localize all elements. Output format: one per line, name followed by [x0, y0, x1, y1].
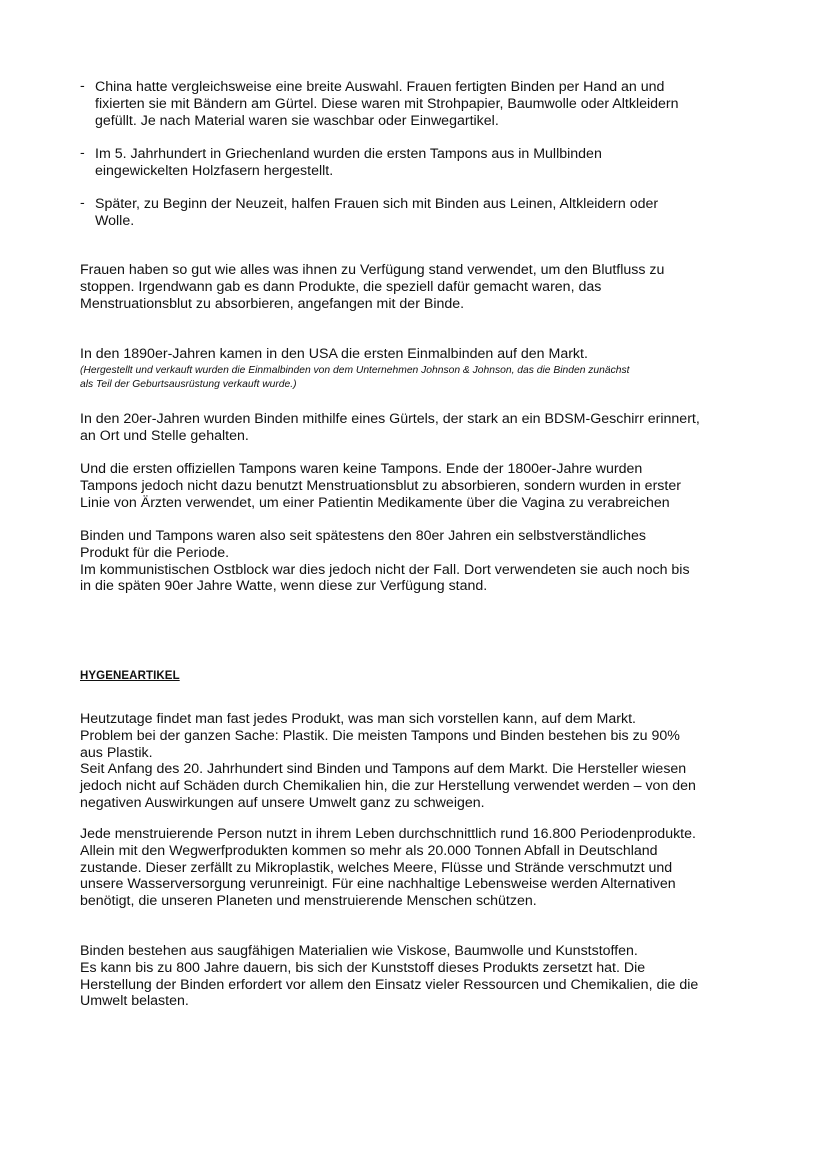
paragraph-periodenprodukte [80, 826, 756, 910]
bullet-marker: - [80, 195, 85, 211]
paragraph-binden-materialien [80, 943, 756, 1010]
paragraph-text: Binden bestehen aus saugfähigen Materialien wie Viskose, Baumwolle und Kunststoffen. Es kann bis zu 800 Jahre dauern, bis sich der Kunststoff dieses Produkts zersetzt hat. Die Herstellung der Binden erfordert vor allem den Einsatz vieler Ressourcen und Chemikalien, die die Umwelt belasten. [80, 943, 699, 1010]
bullet-item-china [80, 79, 760, 129]
bullet-text: China hatte vergleichsweise eine breite Auswahl. Frauen fertigten Binden per Hand an und fixierten sie mit Bändern am Gürtel. Diese waren mit Strohpapier, Baumwolle oder Altkleidern gefüllt. Je nach Material waren sie waschbar oder Einwegartikel. [95, 79, 679, 129]
section-heading-hygeneartikel [80, 670, 756, 682]
paragraph-einmalbinden [80, 346, 756, 392]
section-heading: HYGENEARTIKEL [80, 670, 180, 682]
bullet-item-griechenland [80, 146, 760, 180]
paragraph-ostblock [80, 528, 756, 595]
bullet-item-neuzeit [80, 196, 760, 230]
bullet-text: Später, zu Beginn der Neuzeit, halfen Frauen sich mit Binden aus Leinen, Altkleidern oder Wolle. [95, 196, 659, 229]
paragraph-guertel [80, 411, 756, 445]
bullet-marker: - [80, 145, 85, 161]
bullet-marker: - [80, 78, 85, 94]
paragraph-tampons [80, 461, 756, 511]
paragraph-text: Und die ersten offiziellen Tampons waren keine Tampons. Ende der 1800er-Jahre wurden Tampons jedoch nicht dazu benutzt Menstruationsblut zu absorbieren, sondern wurden in erster Linie von Ärzten verwendet, um einer Patientin Medikamente über die Vagina zu verabreichen [80, 461, 681, 511]
paragraph-text: In den 20er-Jahren wurden Binden mithilfe eines Gürtels, der stark an ein BDSM-Geschirr erinnert, an Ort und Stelle gehalten. [80, 411, 700, 444]
paragraph-note: (Hergestellt und verkauft wurden die Einmalbinden von dem Unternehmen Johnson & Johnson, das die Binden zunächst als Teil der Geburtsausrüstung verkauft wurde.) [80, 364, 630, 390]
paragraph-text: In den 1890er-Jahren kamen in den USA die ersten Einmalbinden auf den Markt. [80, 346, 588, 362]
bullet-text: Im 5. Jahrhundert in Griechenland wurden die ersten Tampons aus in Mullbinden eingewickelten Holzfasern hergestellt. [95, 146, 602, 179]
paragraph-text: Jede menstruierende Person nutzt in ihrem Leben durchschnittlich rund 16.800 Periodenprodukte. Allein mit den Wegwerfprodukten kommen so mehr als 20.000 Tonnen Abfall in Deutschland zustande. Dieser zerfällt zu Mikroplastik, welches Meere, Flüsse und Strände verschmutzt und unsere Wasserversorgung verunreinigt. Für eine nachhaltige Lebensweise werden Alternativen benötigt, die unseren Planeten und menstruierende Menschen schützen. [80, 826, 696, 910]
paragraph-text: Heutzutage findet man fast jedes Produkt, was man sich vorstellen kann, auf dem Markt. Problem bei der ganzen Sache: Plastik. Die meisten Tampons und Binden bestehen bis zu 90% aus Plastik. Seit Anfang des 20. Jahrhundert sind Binden und Tampons auf dem Markt. Die Hersteller wiesen jedoch nicht auf Schäden durch Chemikalien hin, die zur Herstellung verwendet werden – von den negativen Auswirkungen auf unsere Umwelt ganz zu schweigen. [80, 711, 696, 811]
paragraph-text: Frauen haben so gut wie alles was ihnen zu Verfügung stand verwendet, um den Blutfluss zu stoppen. Irgendwann gab es dann Produkte, die speziell dafür gemacht waren, das Menstruationsblut zu absorbieren, angefangen mit der Binde. [80, 262, 665, 312]
paragraph-plastik [80, 711, 756, 812]
paragraph-blutfluss [80, 262, 756, 312]
paragraph-text: Binden und Tampons waren also seit spätestens den 80er Jahren ein selbstverständliches Produkt für die Periode. Im kommunistischen Ostblock war dies jedoch nicht der Fall. Dort verwendeten sie auch noch bis in die späten 90er Jahre Watte, wenn diese zur Verfügung stand. [80, 528, 690, 595]
